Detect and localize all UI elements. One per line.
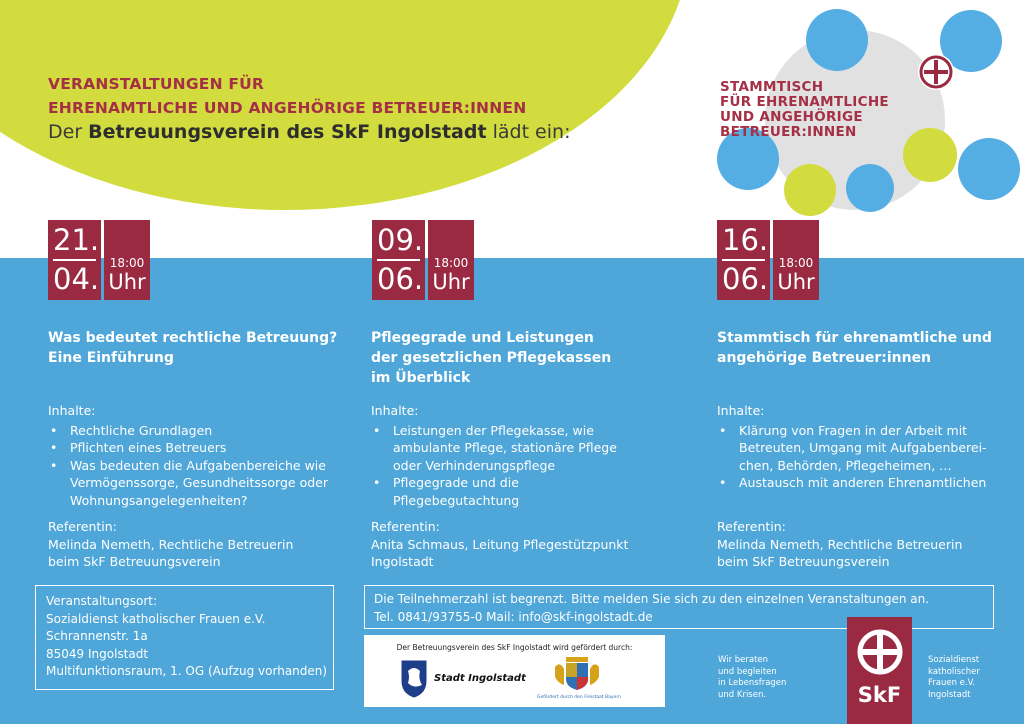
- location-line: Veranstaltungsort:: [46, 594, 158, 608]
- notice-line: Die Teilnehmerzahl ist begrenzt. Bitte melden Sie sich zu den einzelnen Veranstaltungen an.: [374, 592, 930, 606]
- stammtisch-title: [720, 80, 889, 140]
- org-name-line: Frauen e.V.: [928, 678, 976, 688]
- slogan-line: und Krisen.: [718, 689, 767, 700]
- slogan: [718, 655, 786, 701]
- blue-circle: [806, 9, 868, 71]
- event-contents: [371, 402, 637, 509]
- location-line: Multifunktionsraum, 1. OG (Aufzug vorhanden): [46, 664, 328, 678]
- header-line-2: EHRENAMTLICHE UND ANGEHÖRIGE BETREUER:INNEN: [48, 99, 527, 117]
- date-divider: [53, 259, 96, 261]
- skf-cross-logo-icon: [856, 628, 904, 676]
- event-date-box: [48, 220, 101, 300]
- event-title-line: angehörige Betreuer:innen: [717, 350, 932, 366]
- contents-item: • Was bedeuten die Aufgabenbereiche wie Vermögenssorge, Gesundheitssorge oder Wohnungsangelegenheiten?: [48, 457, 328, 510]
- speaker-line: Ingolstadt: [371, 554, 434, 569]
- event-time-box: [773, 220, 819, 300]
- contents-label: Inhalte:: [371, 403, 419, 418]
- speaker-line: Melinda Nemeth, Rechtliche Betreuerin: [48, 536, 294, 552]
- event-month: 04.: [53, 262, 100, 296]
- location-line: Sozialdienst katholischer Frauen e.V.: [46, 611, 266, 626]
- event-time-box: [104, 220, 150, 300]
- event-contents: [48, 402, 328, 509]
- blue-circle: [846, 164, 894, 212]
- event-time-box: [428, 220, 474, 300]
- header-line-3-post: lädt ein:: [486, 121, 571, 143]
- date-divider: [722, 259, 765, 261]
- contents-item: • Klärung von Fragen in der Arbeit mit Betreuten, Umgang mit Aufgabenberei-chen, Behörden, Pflegeheimen, …: [717, 422, 987, 475]
- yellow-circle: [784, 164, 836, 216]
- speaker-label: Referentin:: [48, 519, 117, 534]
- event-day: 09.: [377, 223, 424, 257]
- blue-circle: [958, 138, 1020, 200]
- contents-item: • Pflichten eines Betreuers: [48, 439, 328, 457]
- speaker-label: Referentin:: [371, 519, 440, 534]
- event-speaker: [48, 518, 293, 571]
- event-month: 06.: [722, 262, 769, 296]
- skf-logo: [847, 617, 912, 724]
- slogan-line: und begleiten: [718, 666, 777, 677]
- contents-item: • Rechtliche Grundlagen: [48, 422, 328, 440]
- ingolstadt-panther-icon: [400, 659, 428, 699]
- event-time-unit: Uhr: [432, 270, 470, 294]
- org-name: [928, 655, 980, 701]
- location-box: [35, 585, 334, 690]
- contents-label: Inhalte:: [717, 403, 765, 418]
- location-line: 85049 Ingolstadt: [46, 646, 149, 661]
- stammtisch-title-line: FÜR EHRENAMTLICHE: [720, 94, 889, 110]
- date-divider: [377, 259, 420, 261]
- sponsor-city-name: Stadt Ingolstadt: [434, 673, 526, 684]
- speaker-line: beim SkF Betreuungsverein: [717, 554, 890, 569]
- location-text: [46, 593, 327, 681]
- event-title-line: im Überblick: [371, 370, 471, 386]
- contents-item: • Pflegegrade und die Pflegebegutachtung: [371, 474, 637, 509]
- speaker-line: beim SkF Betreuungsverein: [48, 554, 221, 569]
- event-title-line: Pflegegrade und Leistungen: [371, 330, 594, 346]
- event-time: 18:00: [109, 256, 145, 270]
- header-line-1: VERANSTALTUNGEN FÜR: [48, 75, 265, 93]
- event-title-line: Was bedeutet rechtliche Betreuung?: [48, 330, 338, 346]
- event-title: [48, 328, 337, 368]
- event-speaker: [717, 518, 962, 571]
- notice-contact: Tel. 0841/93755-0 Mail: info@skf-ingolstadt.de: [374, 609, 653, 624]
- notice-text: [374, 591, 929, 626]
- yellow-circle: [903, 128, 957, 182]
- contents-label: Inhalte:: [48, 403, 96, 418]
- contents-item: • Austausch mit anderen Ehrenamtlichen: [717, 474, 987, 492]
- event-time-unit: Uhr: [108, 270, 146, 294]
- speaker-line: Anita Schmaus, Leitung Pflegestützpunkt: [371, 536, 629, 552]
- event-title-line: der gesetzlichen Pflegekassen: [371, 350, 612, 366]
- event-title-line: Eine Einführung: [48, 350, 174, 366]
- event-date-box: [372, 220, 425, 300]
- org-name-line: Sozialdienst: [928, 655, 980, 665]
- event-date-box: [717, 220, 770, 300]
- header-line-3: [48, 121, 570, 143]
- bavaria-coat-of-arms-icon: [552, 657, 602, 691]
- event-day: 16.: [722, 223, 769, 257]
- event-time: 18:00: [433, 256, 469, 270]
- stammtisch-title-line: STAMMTISCH: [720, 79, 824, 95]
- sponsor-state-caption: Gefördert durch den Freistaat Bayern: [537, 695, 621, 700]
- contents-item: • Leistungen der Pflegekasse, wie ambulante Pflege, stationäre Pflege oder Verhinderungspflege: [371, 422, 637, 475]
- event-month: 06.: [377, 262, 424, 296]
- org-name-line: Ingolstadt: [928, 689, 971, 700]
- event-title-line: Stammtisch für ehrenamtliche und: [717, 330, 992, 346]
- event-title: [371, 328, 611, 388]
- skf-logo-text: SkF: [857, 683, 902, 707]
- location-line: Schrannenstr. 1a: [46, 629, 148, 643]
- slogan-line: Wir beraten: [718, 655, 769, 665]
- speaker-line: Melinda Nemeth, Rechtliche Betreuerin: [717, 536, 963, 552]
- sponsor-box: [364, 635, 665, 707]
- stammtisch-title-line: BETREUER:INNEN: [720, 124, 857, 140]
- event-contents: [717, 402, 987, 492]
- skf-cross-logo-icon: [918, 54, 954, 90]
- header-line-3-bold: Betreuungsverein des SkF Ingolstadt: [88, 121, 487, 143]
- org-name-line: katholischer: [928, 666, 980, 677]
- event-time: 18:00: [778, 256, 814, 270]
- event-title: [717, 328, 992, 368]
- sponsor-heading: Der Betreuungsverein des SkF Ingolstadt wird gefördert durch:: [396, 643, 633, 652]
- header-line-3-pre: Der: [48, 121, 89, 143]
- event-day: 21.: [53, 223, 100, 257]
- event-speaker: [371, 518, 628, 571]
- slogan-line: in Lebensfragen: [718, 678, 787, 688]
- speaker-label: Referentin:: [717, 519, 786, 534]
- stammtisch-title-line: UND ANGEHÖRIGE: [720, 109, 863, 125]
- event-time-unit: Uhr: [777, 270, 815, 294]
